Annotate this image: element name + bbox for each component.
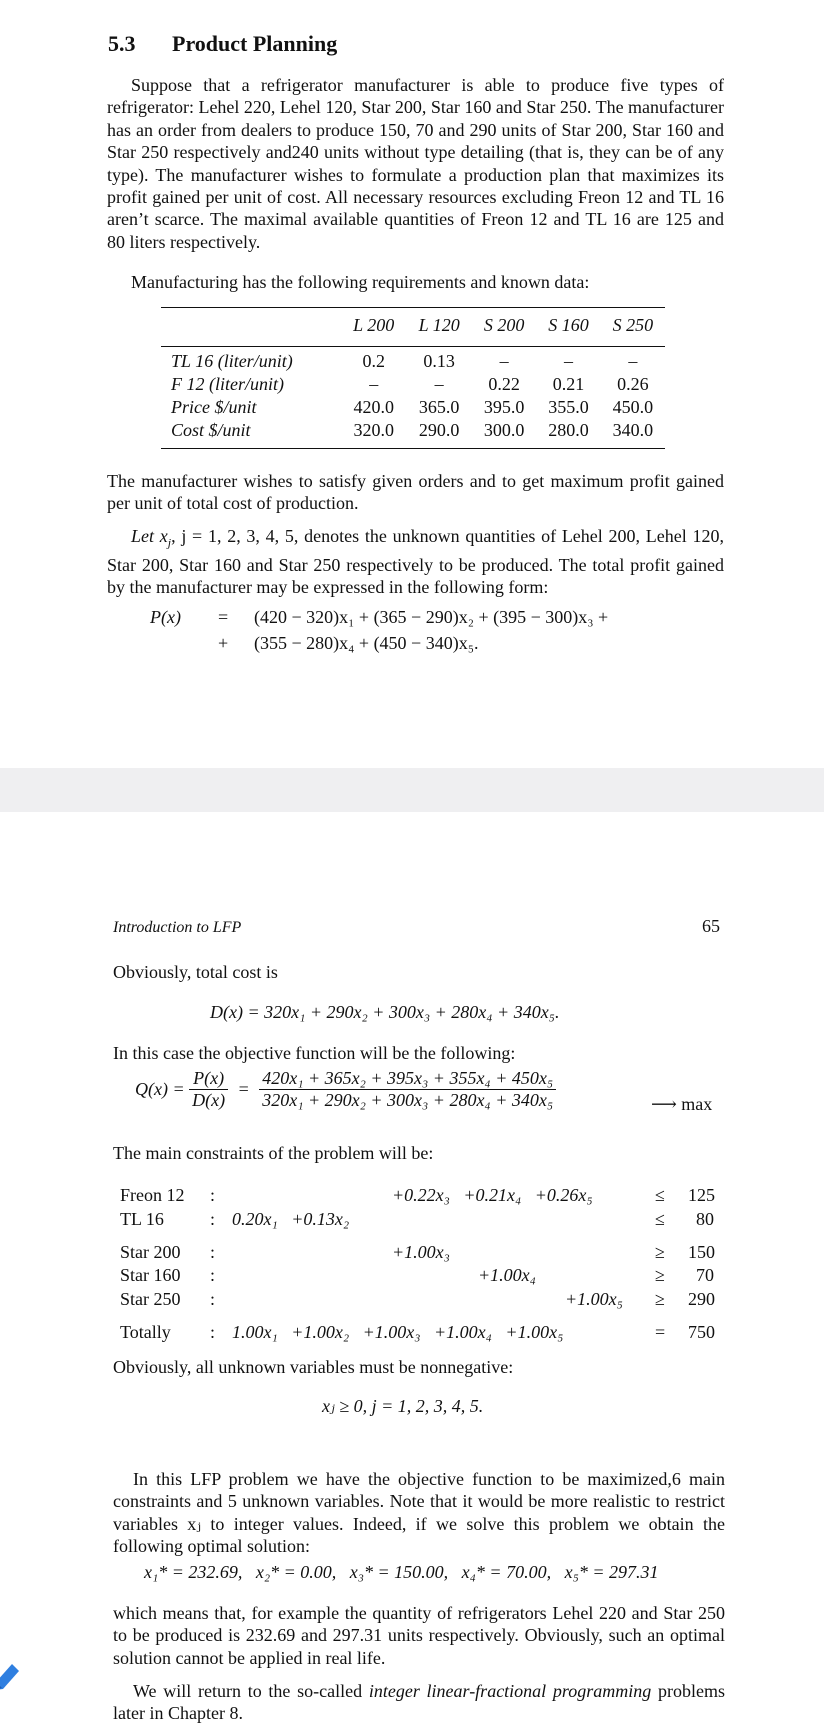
constraint-relation: ≤ xyxy=(655,1209,665,1229)
eq-q-lhs: Q(x) = xyxy=(135,1079,185,1099)
constraint-name: Star 160 xyxy=(120,1265,181,1285)
paragraph-interpretation: which means that, for example the quantity of refrigerators Lehel 220 and Star 250 to be produced is 232.69 and 297.31 units respectively. Obviously, such an optimal solution cannot be applied in real life. xyxy=(113,1603,725,1668)
paragraph-chapter-ref xyxy=(113,1680,725,1725)
table-cell: 0.2 xyxy=(362,351,385,371)
constraint-terms: +0.22x₃ +0.21x₄ +0.26x₅ xyxy=(392,1185,593,1205)
running-head: Introduction to LFP xyxy=(113,919,242,936)
constraint-rhs: 290 xyxy=(688,1289,715,1309)
column-header: S 160 xyxy=(548,314,589,335)
fraction-numerator: 420x₁ + 365x₂ + 395x₃ + 355x₄ + 450x₅ xyxy=(259,1068,556,1090)
column-header: S 250 xyxy=(612,314,654,335)
fraction-denominator: D(x) xyxy=(192,1090,226,1110)
table-cell: 300.0 xyxy=(483,420,525,440)
table-cell: 320.0 xyxy=(353,420,394,440)
constraint-rhs: 80 xyxy=(696,1209,714,1229)
table-cell: 340.0 xyxy=(612,420,654,440)
row-label: TL 16 (liter/unit) xyxy=(171,351,293,371)
paragraph-variables: Let $x_j$, j = 1, 2, 3, 4, 5, denotes the unknown quantities of Lehel 200, Lehel 120, Star 200, Star 160 and Star 250 respectively to be produced. The total profit gained by the manufacturer may be expressed in the following form: xyxy=(107,526,724,598)
fraction-denominator: 320x₁ + 290x₂ + 300x₃ + 280x₄ + 340x₅ xyxy=(262,1090,554,1110)
paragraph-objective: In this case the objective function will be the following: xyxy=(113,1043,516,1063)
constraint-name: TL 16 xyxy=(120,1209,164,1229)
paragraph-total-cost: Obviously, total cost is xyxy=(113,962,278,982)
table-row xyxy=(161,419,665,442)
chapter-ref-text-end: problems later in Chapter 8. xyxy=(113,1681,725,1724)
table-cell: 290.0 xyxy=(418,420,460,440)
page-separator xyxy=(0,768,824,812)
paragraph-goal: The manufacturer wishes to satisfy given orders and to get maximum profit gained per unit of total cost of production. xyxy=(107,471,724,514)
constraint-colon: : xyxy=(210,1265,216,1285)
eq-p-plus: + xyxy=(218,633,229,653)
constraint-name: Freon 12 xyxy=(120,1185,185,1205)
optimal-solution: x₁* = 232.69, x₂* = 0.00, x₃* = 150.00, x₄* = 70.00, x₅* = 297.31 xyxy=(144,1562,659,1582)
table-cell: 355.0 xyxy=(548,397,589,417)
table-cell: 0.26 xyxy=(617,374,649,394)
paragraph-requirements: Manufacturing has the following requirements and known data: xyxy=(131,272,590,292)
table-cell: – xyxy=(499,351,509,371)
constraint-colon: : xyxy=(210,1185,216,1205)
section-number: 5.3 xyxy=(108,31,136,56)
constraint-relation: ≥ xyxy=(655,1289,665,1309)
column-header: L 120 xyxy=(418,314,460,335)
row-label: F 12 (liter/unit) xyxy=(171,374,284,394)
eq-nonnegative: xⱼ ≥ 0, j = 1, 2, 3, 4, 5. xyxy=(322,1396,484,1416)
table-cell: 0.21 xyxy=(552,374,585,394)
row-label: Price $/unit xyxy=(171,397,257,417)
constraint-name: Star 200 xyxy=(120,1242,181,1262)
constraint-colon: : xyxy=(210,1209,216,1229)
eq-p-line1: (420 − 320)x₁ + (365 − 290)x₂ + (395 − 300)x₃ + xyxy=(254,607,609,627)
constraint-colon: : xyxy=(210,1242,216,1262)
chapter-ref-emphasis: integer linear-fractional programming xyxy=(368,1681,652,1701)
table-cell: 365.0 xyxy=(418,397,460,417)
table-cell: 420.0 xyxy=(353,397,394,417)
max-arrow: ⟶ max xyxy=(651,1094,713,1114)
requirements-table xyxy=(161,306,665,442)
pen-icon[interactable] xyxy=(0,1660,22,1694)
page-2 xyxy=(0,812,824,1733)
page-1 xyxy=(0,0,824,768)
constraint-rhs: 125 xyxy=(688,1185,715,1205)
table-cell: – xyxy=(628,351,638,371)
section-title: Product Planning xyxy=(172,31,338,56)
fraction-objective xyxy=(259,1068,556,1111)
eq-q-equals: = xyxy=(238,1079,249,1099)
paragraph-intro: Suppose that a refrigerator manufacturer is able to produce five types of refrigerator: Lehel 220, Lehel 120, Star 200, Star 160 and Star 250. The manufacturer has an order from dealers to produce 150, 70 and 290 units of Star 200, Star 160 and Star 250 respectively and240 units without type detailing (that is, they can be of any type). The manufacturer wishes to formulate a production plan that maximizes its profit gained per unit of cost. All necessary resources excluding Freon 12 and TL 16 aren’t scarce. The maximal available quantities of Freon 12 and TL 16 are 125 and 80 liters respectively. xyxy=(107,75,724,252)
eq-p-equals: = xyxy=(218,607,229,627)
eq-p-lhs: P(x) xyxy=(150,607,181,627)
constraint-terms: 1.00x₁ +1.00x₂ +1.00x₃ +1.00x₄ +1.00x₅ xyxy=(232,1322,564,1342)
constraint-terms: +1.00x₅ xyxy=(565,1289,623,1309)
table-cell: – xyxy=(369,374,379,394)
table-bottom-rule xyxy=(161,448,665,449)
eq-p-line2: (355 − 280)x₄ + (450 − 340)x₅. xyxy=(254,633,479,653)
constraint-colon: : xyxy=(210,1289,216,1309)
variable-text: Let x xyxy=(131,526,168,546)
constraint-name: Star 250 xyxy=(120,1289,181,1309)
table-row xyxy=(161,373,665,396)
constraint-rhs: 70 xyxy=(696,1265,714,1285)
constraint-name: Totally xyxy=(120,1322,171,1342)
row-label: Cost $/unit xyxy=(171,420,251,440)
chapter-ref-text: We will return to the so-called xyxy=(133,1681,369,1701)
eq-q xyxy=(135,1068,556,1111)
table-cell: 450.0 xyxy=(612,397,654,417)
table-row xyxy=(161,396,665,419)
column-header: L 200 xyxy=(353,314,395,335)
table-cell: 280.0 xyxy=(548,420,589,440)
paragraph-lfp-problem: In this LFP problem we have the objective function to be maximized,6 main constraints and 5 unknown variables. Note that it would be more realistic to restrict variables xⱼ to integer values. Indeed, if we solve this problem we obtain the following optimal solution: xyxy=(113,1469,725,1557)
paragraph-constraints: The main constraints of the problem will be: xyxy=(113,1143,434,1163)
table-cell: 0.22 xyxy=(488,374,520,394)
constraint-relation: ≥ xyxy=(655,1265,665,1285)
constraint-rhs: 750 xyxy=(688,1322,715,1342)
table-cell: – xyxy=(563,351,573,371)
table-row xyxy=(161,344,665,373)
column-header: S 200 xyxy=(483,314,525,335)
paragraph-nonnegative: Obviously, all unknown variables must be nonnegative: xyxy=(113,1357,514,1377)
variable-text-rest: , j = 1, 2, 3, 4, 5, denotes the unknown quantities of Lehel 200, Lehel 120, Star 200, Star 160 and Star 250 respectively to be produced. The total profit gained by the manufacturer may be expressed in the following form: xyxy=(107,526,724,598)
eq-d: D(x) = 320x₁ + 290x₂ + 300x₃ + 280x₄ + 340x₅. xyxy=(210,1002,560,1022)
constraint-terms: +1.00x₄ xyxy=(478,1265,536,1285)
constraint-colon: : xyxy=(210,1322,216,1342)
fraction-numerator: P(x) xyxy=(189,1068,228,1090)
constraint-relation: = xyxy=(655,1322,666,1342)
table-corner xyxy=(161,306,341,344)
constraint-terms: 0.20x₁ +0.13x₂ xyxy=(232,1209,350,1229)
constraint-rhs: 150 xyxy=(688,1242,715,1262)
table-cell: 395.0 xyxy=(483,397,525,417)
constraint-relation: ≤ xyxy=(655,1185,665,1205)
table-cell: – xyxy=(434,374,444,394)
constraint-terms: +1.00x₃ xyxy=(392,1242,450,1262)
table-cell: 0.13 xyxy=(423,351,455,371)
constraint-relation: ≥ xyxy=(655,1242,665,1262)
fraction-p-over-d xyxy=(189,1068,228,1111)
page-number: 65 xyxy=(702,916,720,936)
